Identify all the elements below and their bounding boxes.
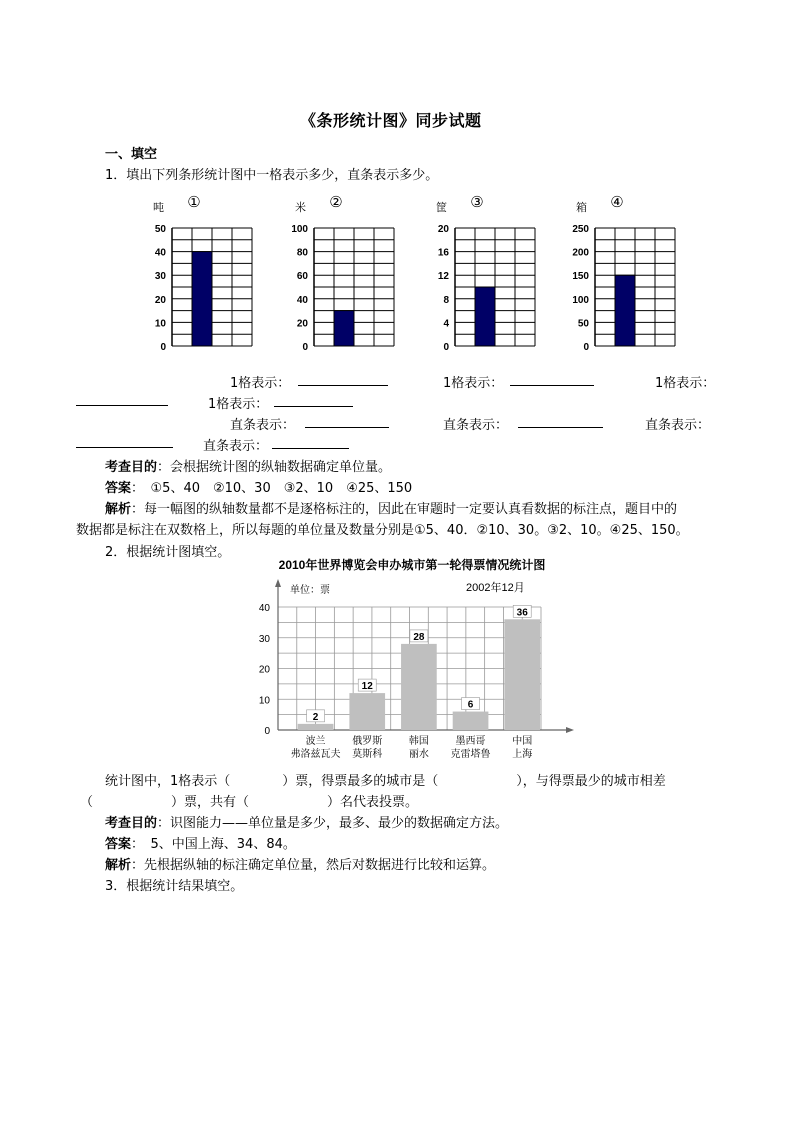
q1-analysis: 解析：每一幅图的纵轴数量都不是逐格标注的，因此在审题时一定要认真看数据的标注点，题目中的 — [105, 502, 678, 517]
tick-label: 0 — [443, 342, 449, 353]
bar — [401, 644, 437, 730]
data-label: 6 — [467, 699, 474, 711]
tick-label: 50 — [577, 318, 589, 330]
expo-vote-chart — [240, 555, 585, 765]
tick-label: 30 — [154, 271, 166, 283]
unit-label: 筐 — [436, 202, 447, 214]
chart-subtitle: 2002年12月 — [466, 582, 525, 594]
q2-fill-1: 统计图中，1格表示（ ）票，得票最多的城市是（ ），与得票最少的城市相差 — [105, 774, 666, 789]
tick-label: 16 — [437, 247, 449, 259]
tick-label: 50 — [154, 224, 166, 235]
category-label: 中国 — [512, 736, 533, 747]
tick-label: 20 — [258, 664, 270, 676]
tick-label: 250 — [572, 224, 589, 235]
category-label: 莫斯科 — [352, 749, 383, 760]
answer-blank[interactable] — [272, 436, 349, 449]
q1-analysis-cont: 数据都是标注在双数格上，所以每题的单位量及数量分别是①5、40．②10、30。③2、10。④25、150。 — [76, 523, 689, 538]
answer-blank[interactable] — [305, 415, 389, 428]
q1-text: 1．填出下列条形统计图中一格表示多少，直条表示多少。 — [105, 168, 439, 183]
page-title: 《条形统计图》同步试题 — [300, 111, 482, 130]
tick-label: 40 — [296, 294, 308, 306]
answer-blank[interactable] — [510, 373, 594, 386]
tick-label: 100 — [572, 294, 589, 306]
category-label: 弗洛兹瓦夫 — [290, 749, 341, 760]
tick-label: 20 — [296, 318, 308, 330]
q2-answer: 答案： 5、中国上海、34、84。 — [105, 837, 296, 852]
category-label: 韩国 — [408, 736, 429, 747]
tick-label: 0 — [583, 342, 589, 353]
tick-label: 0 — [264, 726, 270, 737]
small-chart-2 — [282, 190, 412, 355]
bar — [453, 712, 489, 730]
data-label: 36 — [516, 607, 528, 619]
bar — [475, 287, 495, 346]
q2-fill-2: （ ）票，共有（ ）名代表投票。 — [80, 795, 419, 810]
tick-label: 0 — [302, 342, 308, 353]
unit-label: 箱 — [576, 202, 587, 214]
bar-label-2: 直条表示： — [443, 418, 509, 433]
y-axis-unit: 单位：票 — [290, 585, 330, 596]
bar — [334, 311, 354, 346]
q2-purpose: 考查目的：识图能力——单位量是多少，最多、最少的数据确定方法。 — [105, 816, 509, 831]
tick-label: 40 — [258, 603, 270, 614]
answer-blank[interactable] — [298, 373, 388, 386]
q1-answer: 答案： ①5、40 ②10、30 ③2、10 ④25、150 — [105, 481, 413, 496]
tick-label: 20 — [154, 294, 166, 306]
small-chart-3 — [423, 190, 553, 355]
bar-label-3: 直条表示： — [645, 418, 711, 433]
tick-label: 30 — [258, 633, 270, 645]
tick-label: 60 — [296, 271, 308, 283]
chart-title: 2010年世界博览会申办城市第一轮得票情况统计图 — [278, 558, 546, 572]
cell-label-3: 1格表示： — [655, 376, 716, 391]
bar-label-1: 直条表示： — [230, 418, 296, 433]
unit-label: 吨 — [153, 202, 164, 214]
data-label: 2 — [312, 711, 319, 723]
tick-label: 20 — [437, 224, 449, 235]
small-chart-4 — [553, 190, 693, 355]
small-chart-1 — [140, 190, 270, 355]
q2-text: 2．根据统计图填空。 — [105, 545, 231, 560]
category-label: 上海 — [512, 749, 533, 760]
tick-label: 40 — [154, 247, 166, 259]
tick-label: 10 — [154, 318, 166, 330]
cell-label-4: 1格表示： — [208, 397, 269, 412]
section-heading: 一、填空 — [105, 147, 158, 162]
tick-label: 10 — [258, 695, 270, 707]
data-label: 12 — [361, 681, 373, 693]
tick-label: 200 — [572, 247, 589, 259]
bar — [298, 724, 334, 730]
tick-label: 4 — [443, 318, 449, 330]
bar — [615, 275, 635, 346]
q3-text: 3．根据统计结果填空。 — [105, 879, 244, 894]
chart-number: ② — [329, 194, 343, 211]
answer-blank[interactable] — [274, 394, 353, 407]
tick-label: 0 — [160, 342, 166, 353]
tick-label: 150 — [572, 271, 589, 283]
category-label: 墨西哥 — [455, 736, 486, 747]
chart-number: ④ — [610, 194, 624, 211]
bar-label-4: 直条表示： — [203, 439, 269, 454]
tick-label: 80 — [296, 247, 308, 259]
answer-blank[interactable] — [518, 415, 603, 428]
category-label: 俄罗斯 — [352, 736, 383, 747]
bar — [504, 619, 540, 730]
bar — [349, 693, 385, 730]
tick-label: 12 — [437, 271, 449, 283]
chart-number: ① — [187, 194, 201, 211]
cell-label-2: 1格表示： — [443, 376, 504, 391]
category-label: 克雷塔鲁 — [450, 749, 491, 760]
cell-label-1: 1格表示： — [230, 376, 291, 391]
q2-analysis: 解析：先根据纵轴的标注确定单位量，然后对数据进行比较和运算。 — [105, 858, 496, 873]
category-label: 丽水 — [408, 749, 429, 760]
tick-label: 100 — [291, 224, 308, 235]
data-label: 28 — [413, 631, 425, 643]
category-label: 波兰 — [305, 736, 326, 747]
bar — [192, 252, 212, 346]
x-axis-arrow — [566, 727, 574, 733]
tick-label: 8 — [443, 294, 449, 306]
y-axis-arrow — [275, 579, 281, 587]
answer-blank[interactable] — [76, 393, 168, 406]
q1-purpose: 考查目的：会根据统计图的纵轴数据确定单位量。 — [105, 460, 392, 475]
answer-blank[interactable] — [76, 435, 173, 448]
unit-label: 米 — [295, 202, 306, 214]
chart-number: ③ — [470, 194, 484, 211]
